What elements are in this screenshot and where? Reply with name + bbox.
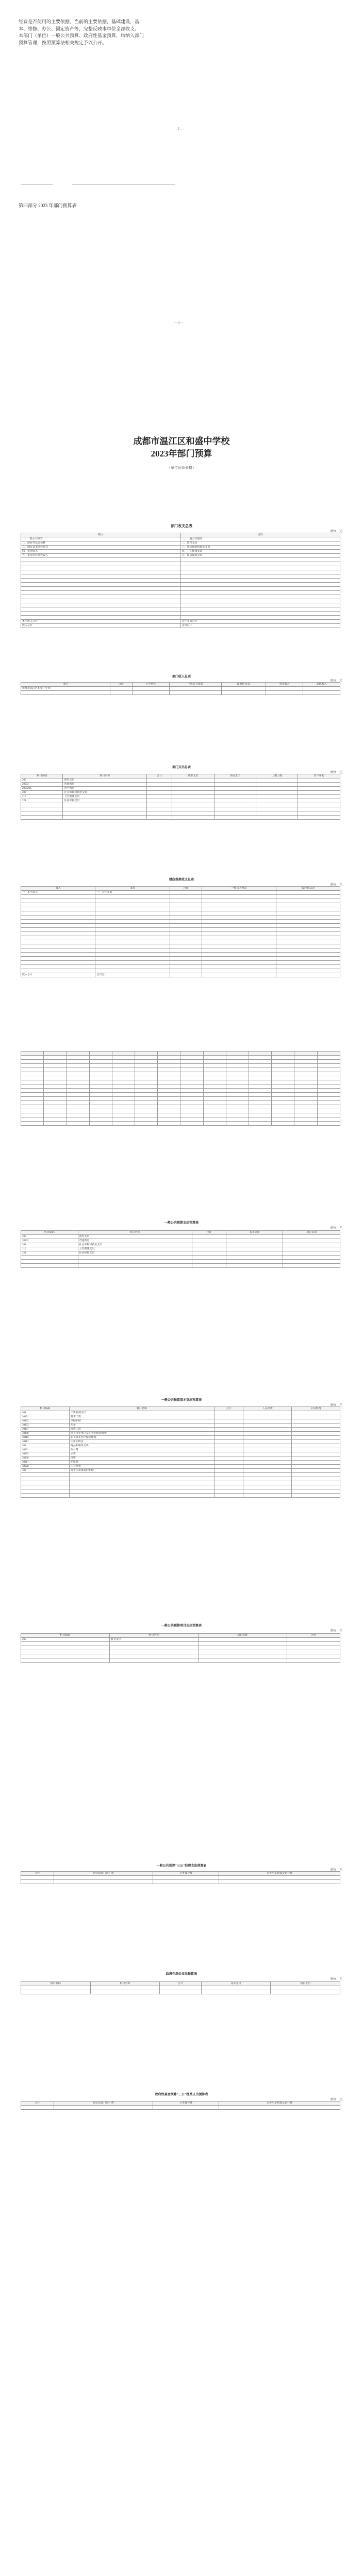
intro-paragraph	[19, 19, 189, 46]
table-title: 部门收支总表	[171, 524, 192, 528]
budget-table: 科目编码 科目名称 合计 基本支出 项目支出 205 教育支出 20502 普通教育 208 社会保障和就业支出 210 卫生健康支出 221 住房保障支出	[21, 1230, 340, 1268]
intro-line: 本、维修、办公、固定资产等，完整反映本单位全部收支。	[19, 26, 140, 31]
table-title: 政府性基金预算"三公"经费支出预算表	[155, 2093, 208, 2096]
budget-table: 单位 合计 上年结转 一般公共预算 政府性基金 事业收入 其他收入 成都市温江区和盛中学校	[21, 682, 340, 695]
table-title: 部门支出总表	[172, 766, 191, 769]
table-title: 一般公共预算支出预算表	[164, 1222, 199, 1225]
table-unit: 单位：元	[330, 1404, 343, 1407]
intro-line: 本部门（单位）一般公共预算、政府性基金预算，均纳入部门	[19, 33, 144, 38]
table-unit: 单位：元	[330, 771, 343, 774]
budget-table: 收入 支出 合计 一般公共预算 政府性基金 一、本年收入 一、本年支出 收入总计 支出总计	[21, 886, 340, 977]
table-title: 一般公共预算"三公"经费支出预算表	[156, 1865, 207, 1868]
intro-line: 预算管理，按照预算法相关规定予以公开。	[19, 40, 107, 45]
divider	[72, 184, 175, 185]
table-title: 政府性基金支出预算表	[166, 1973, 197, 1976]
page-number: —1—	[174, 127, 184, 131]
cover-subtitle-year: 2023年部门预算	[151, 449, 212, 459]
table-unit: 单位：元	[330, 1869, 343, 1872]
table-title: 财政拨款收支总表	[169, 878, 194, 882]
budget-table: 收入 支出 一、一般公共预算 一、一般公共服务 二、政府性基金预算 二、教育支出 三、国有资本经营预算 三、社会保障和就业支出 四、事业收入 四、卫生健康支出 五、事业单位经营收入 五、住房保障支出 本年收入合计 本年支出合计 收入总计 支出总计	[21, 533, 340, 628]
budget-table: 科目编码 科目名称 合计 基本支出 项目支出 上缴上级 对下补助 205 教育支出 20502 普通教育 2050203 初中教育 208 社会保障和就业支出 210 卫生健康支出 221 住房保障支出	[21, 774, 340, 820]
divider	[21, 184, 53, 185]
intro-line: 经费是否使用的主要依据，当前的主要依据，基础建设，基	[19, 19, 140, 24]
budget-table: 科目编码 科目名称 项目名称 合计 205 教育支出	[21, 1633, 340, 1663]
cover-note: （单位预算表格）	[167, 466, 196, 470]
table-title: 部门收入总表	[172, 675, 191, 679]
budget-table: 合计 因公出国（境）费 公务接待费 公务用车购置及运行费	[21, 1871, 340, 1884]
cover-title: 成都市温江区和盛中学校	[133, 436, 230, 446]
table-unit: 单位：元	[330, 530, 343, 533]
table-unit: 单位：元	[330, 884, 343, 887]
table-unit: 单位：元	[330, 1630, 343, 1633]
table-unit: 单位：元	[330, 2098, 343, 2102]
section-heading: 第四部分 2023 年部门预算表	[19, 203, 77, 208]
budget-table: 科目编码 科目名称 合计 基本支出 项目支出	[21, 1981, 340, 1994]
table-unit: 单位：元	[330, 680, 343, 683]
table-title: 一般公共预算基本支出预算表	[161, 1399, 202, 1402]
page-number: —2—	[174, 320, 184, 325]
detail-table	[21, 1051, 340, 1126]
table-unit: 单位：元	[330, 1978, 343, 1981]
budget-table: 科目编码 科目名称 合计 人员经费 公用经费 301 工资福利支出 30101 基本工资 30102 津贴补贴 30103 奖金 30107 绩效工资 30108 机关事业单位基本养老保险缴费 30110 职工基本医疗保险缴费 30113 住房公积金 302 商品和服务支出 30201 办公费 30205 水费 30206 电费 30211 差旅费 30228 工会经费 303 对个人和家庭的补助	[21, 1406, 340, 1498]
table-unit: 单位：元	[330, 1227, 343, 1230]
table-title: 一般公共预算项目支出预算表	[161, 1624, 202, 1628]
budget-table: 合计 因公出国（境）费 公务接待费 公务用车购置及运行费	[21, 2101, 340, 2110]
